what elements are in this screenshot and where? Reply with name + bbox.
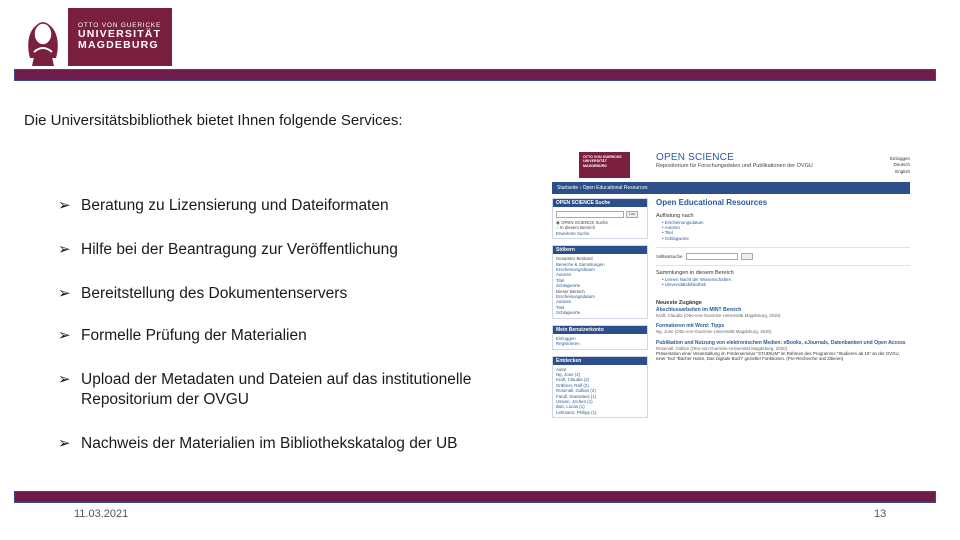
list-item: ➢ Beratung zu Lizensierung und Dateiformaten [58,197,389,214]
arrow-bullet-icon: ➢ [58,371,71,388]
arrow-bullet-icon: ➢ [58,197,71,214]
top-divider-bar [14,69,936,81]
screenshot-sidebar [552,198,648,424]
page-number: 13 [874,508,887,520]
search-input [556,211,624,218]
arrow-bullet-icon: ➢ [58,285,71,302]
list-item: ➢ Nachweis der Materialien im Bibliothekskatalog der UB [58,435,458,452]
logo-line-2: UNIVERSITÄT [78,28,162,41]
screenshot-heading: Open Educational Resources [656,198,768,207]
list-item: ➢ Bereitstellung des Dokumentenservers [58,285,348,302]
screenshot-header [552,150,910,180]
screenshot-login: Einloggen Deutsch English [889,156,910,174]
screenshot-subtitle: Repositorium für Forschungsdaten und Publikationen der OVGU [656,163,813,169]
screenshot-title: OPEN SCIENCE [656,152,734,163]
screenshot-logo: OTTO VON GUERICKE UNIVERSITÄT MAGDEBURG [554,152,630,178]
browse-box: Stöbern Gesamter Bestand Bereiche & Sammlungen Erscheinungsdatum Autoren Titel Schlagworte Dieser Bereich Erscheinungsdatum Autoren Titel Schlagworte [552,245,648,318]
university-logo [16,8,172,66]
logo-line-3: MAGDEBURG [78,39,159,52]
list-item: ➢ Upload der Metadaten und Dateien auf das institutionelle Repositorium der OVGU [58,371,472,408]
intro-text: Die Universitätsbibliothek bietet Ihnen folgende Services: [24,112,403,129]
discover-box: Entdecken Autor Ng, Jone (2) Kraft, Claudia (2) Gräbner, Ralf (2) Rosenall, Gidlian (2) Fandl, Stanislaus (1) Ussian, Jochen (1) Bub, Lucas (1) Lehmann, Philipp (1) [552,356,648,419]
screenshot-main: Open Educational Resources Auflistung nach • Erscheinungsdatum • Autoren • Titel • Schlagworte Volltextsuche Sammlungen in diesem Bereich • Lernen Nacht der Wissenschaften • Universitätsbibliothek Neueste Zugänge Abschlussarbeiten im MINT Bereich Kraft, Claudia (Otto-von-Guericke-Universität Magdeburg, 2020) Formatieren mit Word: Tipps Ng, Jone (Otto-von-Guericke-Universität Magdeburg, 2020) Publikation und Nutzung von elektronischen Medien: eBooks, eJournals, Datenbanken und Open Access Rosenall, Gidlian (Otto-von-Guericke-Universität Magdeburg, 2020) Präsentation einer Veranstaltung im Förderseminar "STUDIUM" im Rahmen des Programms "Studieren ab 16" an der OVGU, einer Tool "Bücher Holen, Das Digitale Buch" gezielter Funktionen. (Pre-Recherche und Zitieren) [656,198,910,361]
bottom-divider-bar [14,491,936,503]
arrow-bullet-icon: ➢ [58,435,71,452]
repository-screenshot [552,150,910,446]
portrait-icon [16,8,70,66]
volltext-input [686,253,738,260]
footer-date: 11.03.2021 [74,508,129,520]
arrow-bullet-icon: ➢ [58,241,71,258]
logo-line-1: OTTO VON GUERICKE [78,21,162,29]
account-box: Mein Benutzerkonto Einloggen Registrieren [552,325,648,350]
list-item: ➢ Formelle Prüfung der Materialien [58,327,307,344]
search-box: OPEN SCIENCE Suche Los ◉ OPEN SCIENCE Suche ○ In diesem Bereich Erweiterte Suche [552,198,648,239]
list-item: ➢ Hilfe bei der Beantragung zur Veröffentlichung [58,241,398,258]
arrow-bullet-icon: ➢ [58,327,71,344]
portrait-icon [554,152,580,178]
screenshot-breadcrumb: Startseite › Open Educational Resources [552,182,910,194]
